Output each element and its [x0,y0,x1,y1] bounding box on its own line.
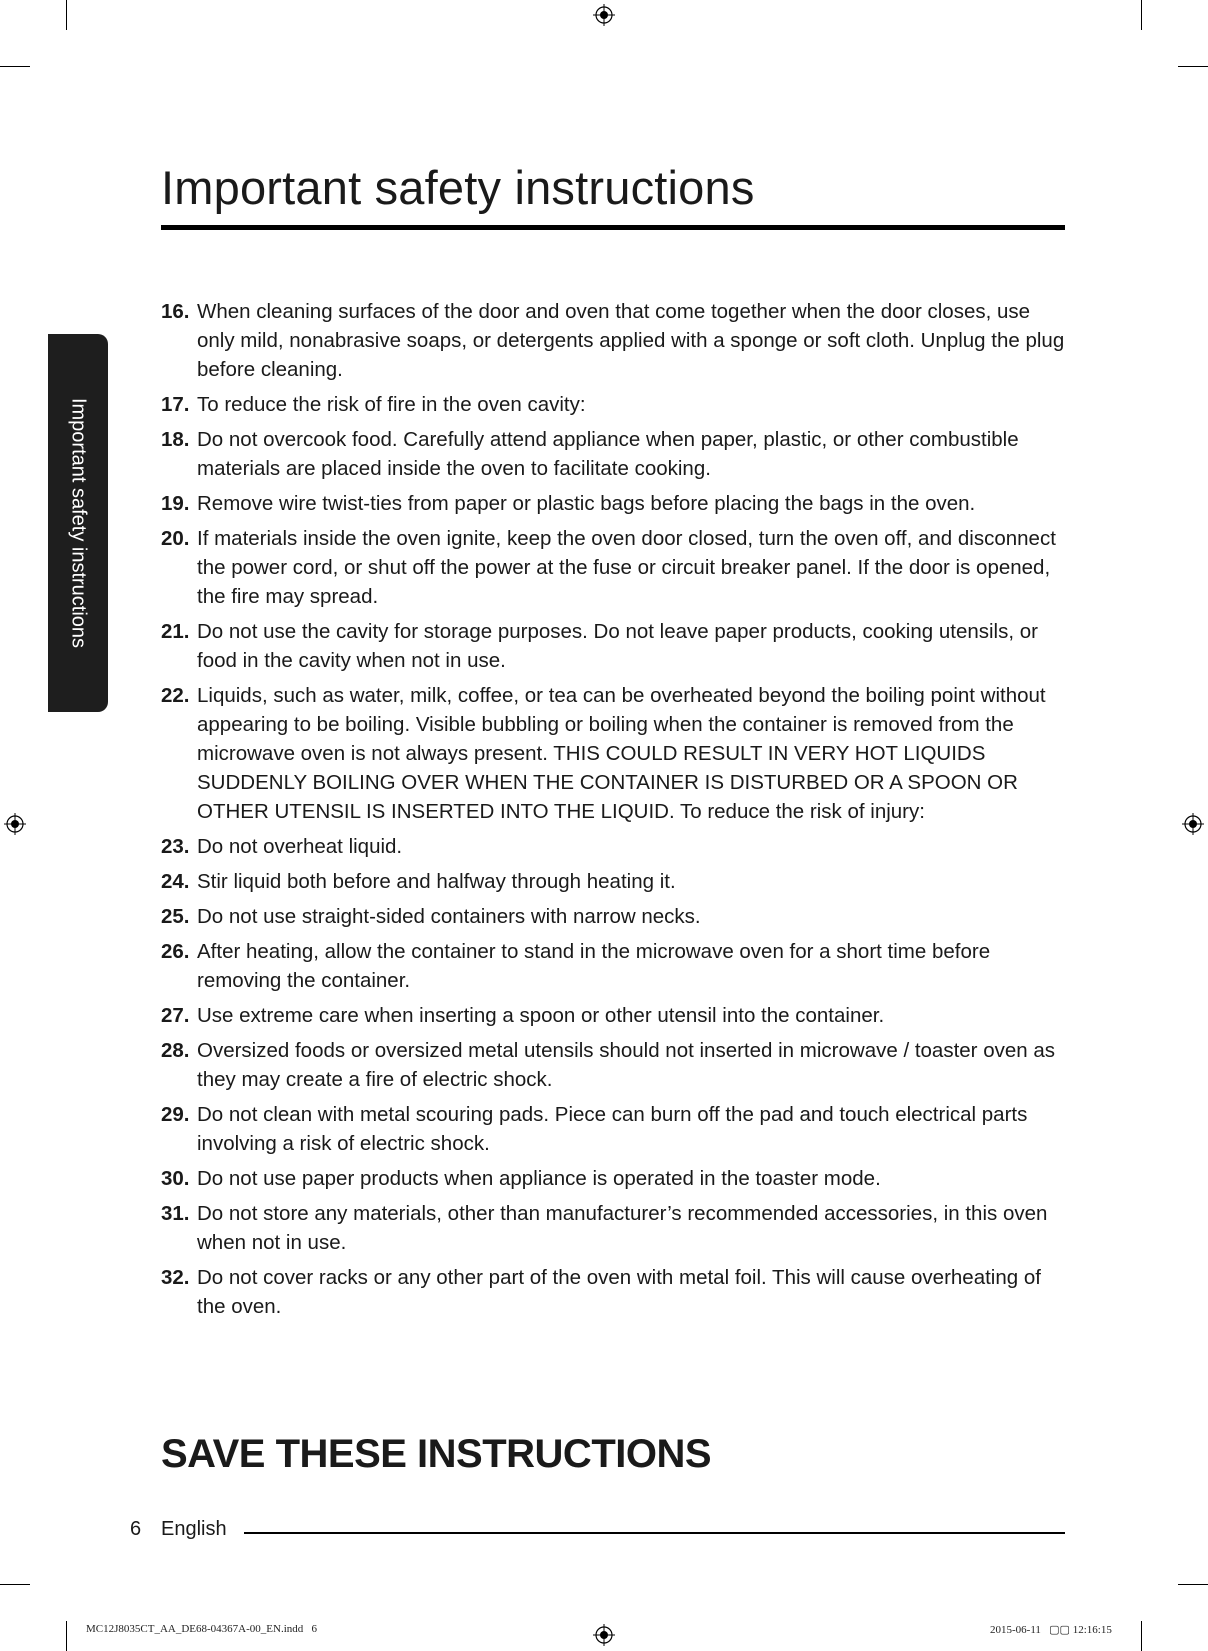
instruction-item [161,902,1069,931]
item-text: Do not overheat liquid. [197,835,403,858]
registration-mark-icon [4,813,26,835]
item-number: 19. [161,492,190,515]
crop-mark [0,1584,30,1585]
instruction-item [161,489,1069,518]
item-text: Do not clean with metal scouring pads. Piece can burn off the pad and touch electrical parts involving a risk of electric shock. [197,1103,1028,1155]
save-instructions-heading: SAVE THESE INSTRUCTIONS [161,1432,712,1476]
item-number: 25. [161,905,190,928]
instruction-item [161,390,1069,419]
instruction-item [161,297,1069,384]
instruction-item [161,1164,1069,1193]
item-text: Liquids, such as water, milk, coffee, or tea can be overheated beyond the boiling point without appearing to be boiling. Visible bubbling or boiling when the container is removed from the microwave oven is not always present. THIS COULD RESULT IN VERY HOT LIQUIDS SUDDENLY BOILING OVER WHEN THE CONTAINER IS DISTURBED OR A SPOON OR OTHER UTENSIL IS INSERTED INTO THE LIQUID. To reduce the risk of injury: [197,684,1046,823]
instruction-item [161,617,1069,675]
item-number: 32. [161,1266,190,1289]
item-number: 22. [161,684,190,707]
print-slug-filename: MC12J8035CT_AA_DE68-04367A-00_EN.indd 6 [86,1623,317,1635]
instruction-item [161,1263,1069,1321]
registration-mark-icon [1182,813,1204,835]
item-number: 23. [161,835,190,858]
print-slug-timestamp: 2015-06-11 ▢▢ 12:16:15 [990,1624,1112,1636]
instruction-item [161,681,1069,826]
item-text: Do not use straight-sided containers with narrow necks. [197,905,701,928]
item-text: Do not overcook food. Carefully attend appliance when paper, plastic, or other combustible materials are placed inside the oven to facilitate cooking. [197,428,1019,480]
crop-mark [1141,0,1142,30]
title-underline [161,225,1065,230]
crop-mark [1178,66,1208,67]
item-number: 24. [161,870,190,893]
item-text: To reduce the risk of fire in the oven cavity: [197,393,586,416]
instruction-item [161,867,1069,896]
item-number: 18. [161,428,190,451]
registration-mark-icon [593,1624,615,1646]
item-text: If materials inside the oven ignite, keep the oven door closed, turn the oven off, and disconnect the power cord, or shut off the power at the fuse or circuit breaker panel. If the door is opened, the fire may spread. [197,527,1056,608]
instruction-item [161,832,1069,861]
item-number: 17. [161,393,190,416]
crop-mark [66,1621,67,1651]
side-tab-label: Important safety instructions [67,397,90,649]
instruction-item [161,1001,1069,1030]
registration-mark-icon [593,4,615,26]
crop-mark [1141,1621,1142,1651]
item-text: Use extreme care when inserting a spoon or other utensil into the container. [197,1004,885,1027]
page-title: Important safety instructions [161,161,755,214]
instruction-item [161,1100,1069,1158]
item-number: 26. [161,940,190,963]
item-text: Do not use the cavity for storage purposes. Do not leave paper products, cooking utensils, or food in the cavity when not in use. [197,620,1038,672]
item-text: Oversized foods or oversized metal utensils should not inserted in microwave / toaster oven as they may create a fire of electric shock. [197,1039,1055,1091]
item-text: Stir liquid both before and halfway through heating it. [197,870,676,893]
item-number: 16. [161,300,190,323]
crop-mark [0,66,30,67]
item-number: 29. [161,1103,190,1126]
instruction-item [161,1199,1069,1257]
page-language: English [161,1518,227,1540]
item-text: Do not use paper products when appliance is operated in the toaster mode. [197,1167,881,1190]
crop-mark [66,0,67,30]
item-text: Remove wire twist-ties from paper or plastic bags before placing the bags in the oven. [197,492,976,515]
instruction-item [161,937,1069,995]
item-number: 20. [161,527,190,550]
item-text: Do not store any materials, other than manufacturer’s recommended accessories, in this oven when not in use. [197,1202,1048,1254]
item-text: After heating, allow the container to stand in the microwave oven for a short time before removing the container. [197,940,991,992]
item-number: 27. [161,1004,190,1027]
page-number: 6 [130,1518,142,1540]
section-side-tab [48,334,108,712]
item-number: 31. [161,1202,190,1225]
item-number: 21. [161,620,190,643]
item-number: 30. [161,1167,190,1190]
instruction-list [161,297,1069,1327]
instruction-item [161,524,1069,611]
item-number: 28. [161,1039,190,1062]
footer-rule [244,1532,1065,1534]
item-text: When cleaning surfaces of the door and oven that come together when the door closes, use only mild, nonabrasive soaps, or detergents applied with a sponge or soft cloth. Unplug the plug before cleaning. [197,300,1065,381]
instruction-item [161,1036,1069,1094]
item-text: Do not cover racks or any other part of the oven with metal foil. This will cause overheating of the oven. [197,1266,1041,1318]
crop-mark [1178,1584,1208,1585]
instruction-item [161,425,1069,483]
